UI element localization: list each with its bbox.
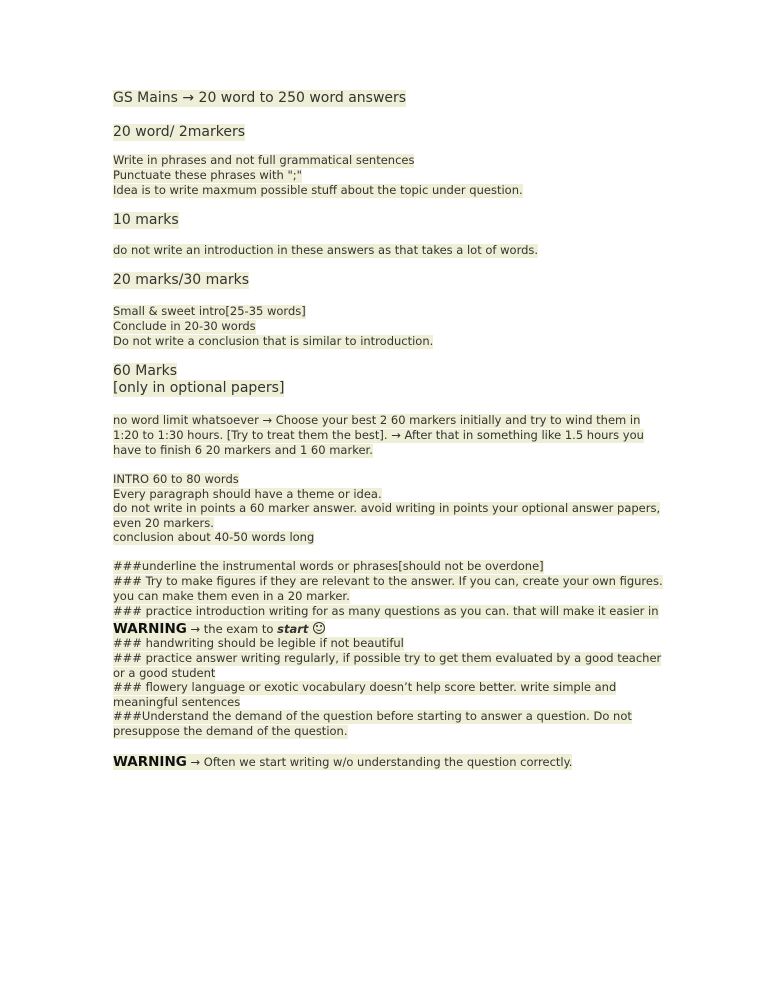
- text-line: Small & sweet intro[25-35 words]: [113, 304, 306, 318]
- inline-warning: [113, 621, 325, 637]
- tip-line: ### practice answer writing regularly, if possible try to get them evaluated by a good teacher: [113, 651, 662, 665]
- text-line: Write in phrases and not full grammatical sentences: [113, 153, 415, 167]
- text-line: conclusion about 40-50 words long: [113, 530, 315, 544]
- page-title: GS Mains → 20 word to 250 word answers: [113, 90, 407, 106]
- warning-text: Often we start writing w/o understanding the question correctly.: [203, 755, 573, 769]
- tip-line: ### Try to make figures if they are relevant to the answer. If you can, create your own figures.: [113, 574, 663, 588]
- warning-label: WARNING: [113, 621, 187, 637]
- text-line: Do not write a conclusion that is similar to introduction.: [113, 334, 434, 348]
- text-line: do not write in points a 60 marker answer. avoid writing in points your optional answer papers,: [113, 501, 661, 515]
- tip-line: ###underline the instrumental words or phrases[should not be overdone]: [113, 559, 544, 573]
- tip-line: meaningful sentences: [113, 695, 241, 709]
- text-line: 1:20 to 1:30 hours. [Try to treat them the best]. → After that in something like 1.5 hours you: [113, 428, 644, 442]
- warning-label: WARNING: [113, 754, 187, 770]
- section-subheading: [only in optional papers]: [113, 380, 285, 396]
- text-line: INTRO 60 to 80 words: [113, 472, 239, 486]
- tip-line: ### practice introduction writing for as many questions as you can. that will make it easier in: [113, 604, 659, 618]
- text-line: have to finish 6 20 markers and 1 60 marker.: [113, 443, 373, 457]
- arrow-icon: →: [190, 755, 201, 769]
- section-heading-60-marks: 60 Marks: [113, 363, 178, 379]
- section-heading-2-marks: 20 word/ 2markers: [113, 124, 245, 140]
- text-line: Punctuate these phrases with ";": [113, 168, 302, 182]
- text-line: even 20 markers.: [113, 516, 214, 530]
- warning-text: the exam to: [203, 622, 274, 636]
- text-line: do not write an introduction in these answers as that takes a lot of words.: [113, 243, 539, 257]
- section-heading-10-marks: 10 marks: [113, 212, 179, 228]
- tip-line: or a good student: [113, 666, 216, 680]
- section-heading-20-30-marks: 20 marks/30 marks: [113, 272, 249, 288]
- text-line: Conclude in 20-30 words: [113, 319, 256, 333]
- text-line: Idea is to write maxmum possible stuff about the topic under question.: [113, 183, 523, 197]
- tip-line: you can make them even in a 20 marker.: [113, 589, 350, 603]
- tip-line: presuppose the demand of the question.: [113, 724, 348, 738]
- text-line: Every paragraph should have a theme or idea.: [113, 487, 382, 501]
- tip-line: ### handwriting should be legible if not beautiful: [113, 636, 404, 650]
- warning-emphasis: start: [277, 622, 309, 636]
- arrow-icon: →: [190, 622, 201, 636]
- text-line: no word limit whatsoever → Choose your best 2 60 markers initially and try to wind them in: [113, 413, 641, 427]
- smiley-face-icon: [313, 622, 325, 634]
- final-warning: [113, 754, 572, 770]
- tip-line: ###Understand the demand of the question before starting to answer a question. Do not: [113, 709, 632, 723]
- tip-line: ### flowery language or exotic vocabulary doesn’t help score better. write simple and: [113, 680, 617, 694]
